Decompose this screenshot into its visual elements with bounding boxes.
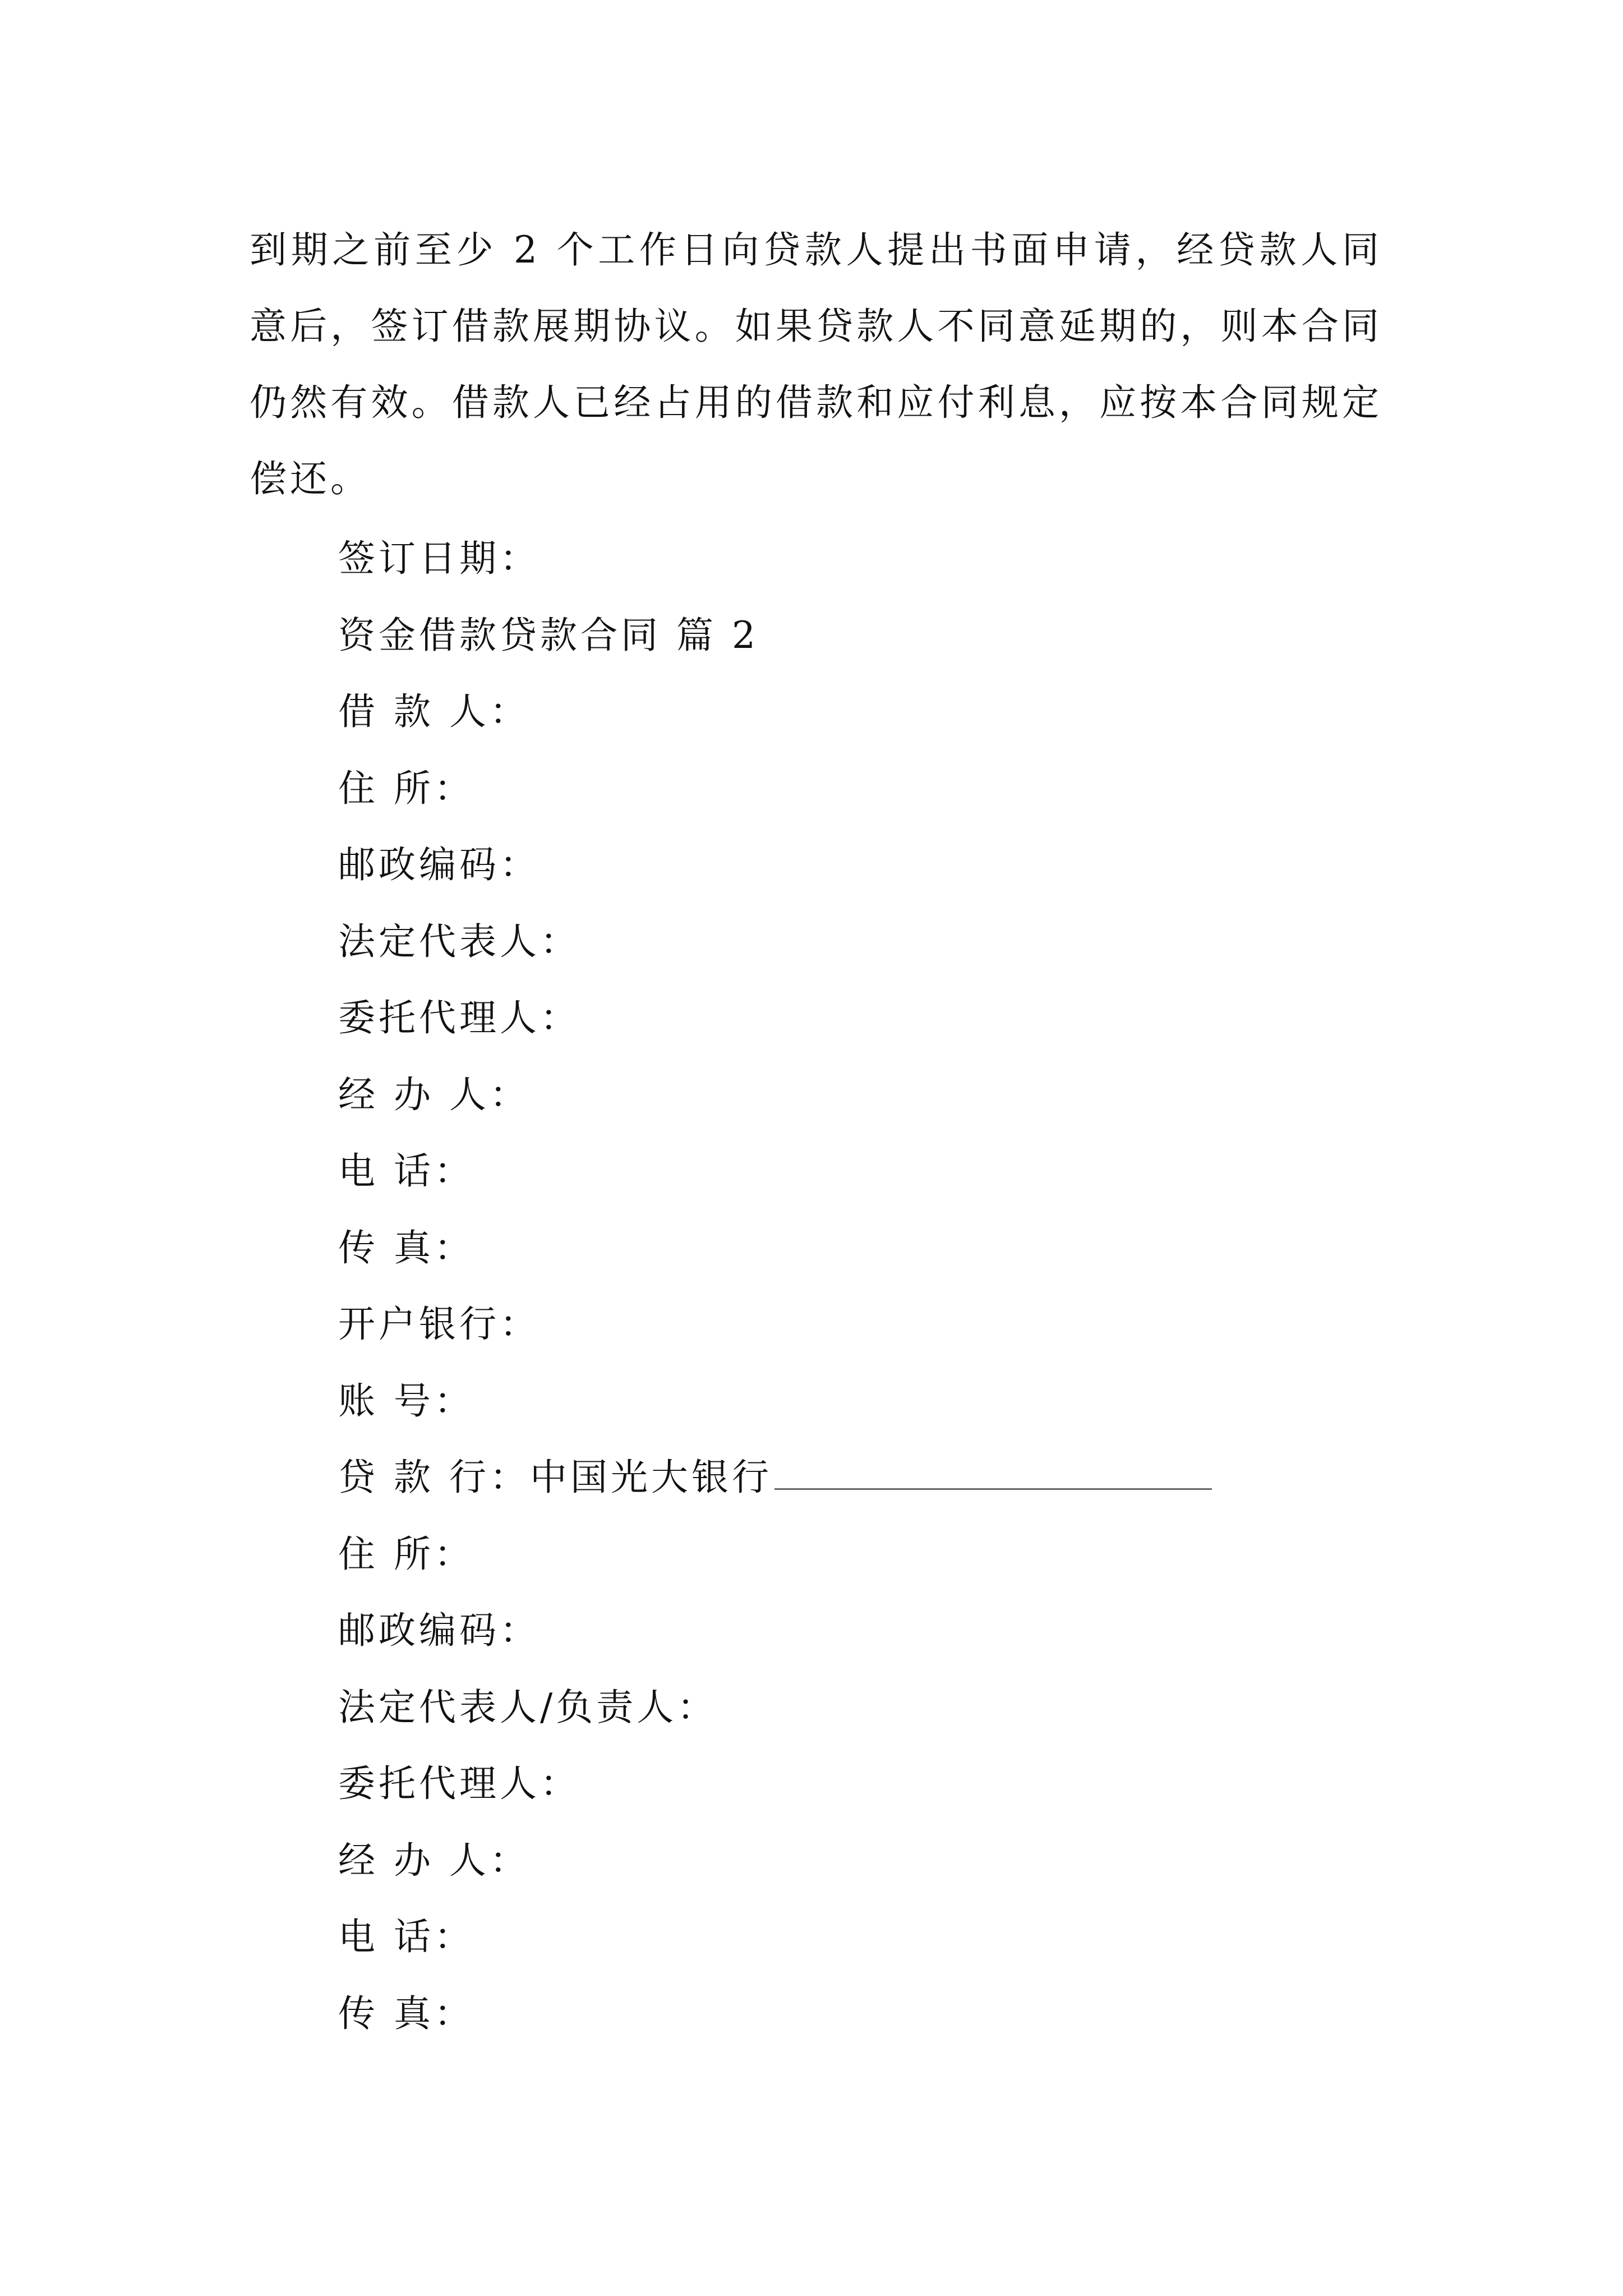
lender-address-line: 住 所： xyxy=(338,1532,474,1576)
borrower-agent-line: 委托代理人： xyxy=(338,996,580,1039)
fill-in-blank xyxy=(774,1443,1212,1490)
lender-postcode-line: 邮政编码： xyxy=(338,1609,540,1652)
section-heading: 资金借款贷款合同 篇 2 xyxy=(338,613,759,657)
lender-legal-rep-line: 法定代表人/负责人： xyxy=(338,1685,718,1729)
borrower-handler-line: 经 办 人： xyxy=(338,1073,530,1116)
body-paragraph: 到期之前至少 2 个工作日向贷款人提出书面申请，经贷款人同意后，签订借款展期协议。如果贷款人不同意延期的，则本合同仍然有效。借款人已经占用的借款和应付利息，应按本合同规定偿还。 xyxy=(250,228,1382,500)
signing-date-line: 签订日期： xyxy=(338,537,540,580)
form-field-list xyxy=(338,521,1212,2052)
lender-bank-line xyxy=(338,1439,1212,1516)
borrower-bank-line: 开户银行： xyxy=(338,1303,540,1346)
borrower-address-line: 住 所： xyxy=(338,766,474,810)
borrower-account-line: 账 号： xyxy=(338,1379,474,1423)
borrower-phone-line: 电 话： xyxy=(338,1149,474,1193)
lender-fax-line: 传 真： xyxy=(338,1991,474,2035)
borrower-postcode-line: 邮政编码： xyxy=(338,843,540,886)
lender-bank-text: 贷 款 行：中国光大银行 xyxy=(338,1456,772,1499)
lender-phone-line: 电 话： xyxy=(338,1915,474,1958)
borrower-legal-rep-line: 法定代表人： xyxy=(338,919,580,963)
borrower-line: 借 款 人： xyxy=(338,690,530,733)
borrower-fax-line: 传 真： xyxy=(338,1226,474,1269)
lender-handler-line: 经 办 人： xyxy=(338,1838,530,1882)
lender-agent-line: 委托代理人： xyxy=(338,1762,580,1805)
